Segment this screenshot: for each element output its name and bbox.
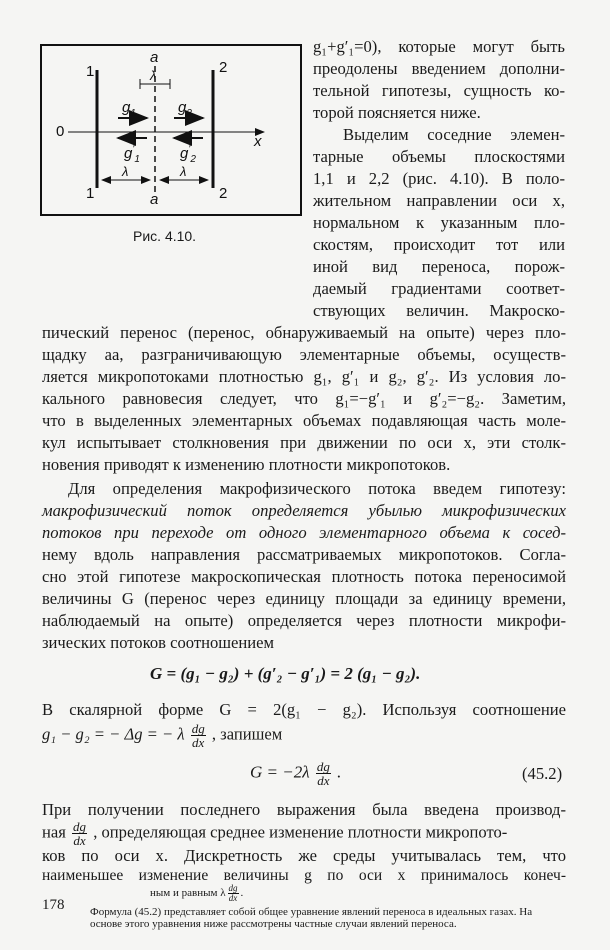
label-1-top: 1 xyxy=(86,63,95,80)
relation-prefix: g₁ − g₂ = − Δg = − λ xyxy=(42,724,185,744)
relation-line xyxy=(42,722,566,749)
text-line: наименьшее изменение величины g по оси x принималось конеч- xyxy=(42,867,566,884)
text-line-italic: потоков при переходе от одного элементарного объема к сосед- xyxy=(42,523,566,542)
label-a-top: a xyxy=(150,49,159,66)
text-line-compact: ным и равным λ $\frac{dg}{dx}$ . xyxy=(150,883,244,903)
text-line: зических потоков соотношением xyxy=(42,633,275,652)
label-g1: $g_1$ xyxy=(122,99,136,119)
text-line: ная $\frac{dg}{dx}$ , определяющая среднее изменение плотности микропото- xyxy=(42,819,508,848)
figure-caption: Рис. 4.10. xyxy=(133,228,197,244)
formula-G: G = (g₁ − g₂) + (g′₂ − g′₁) = 2 (g₁ − g₂). xyxy=(150,664,421,683)
text-line: 1,1 и 2,2 (рис. 4.10). В поло- xyxy=(313,169,565,188)
transport-diagram xyxy=(42,46,300,214)
text-line: щадку aa, разграничивающую элементарные объемы, осуществ- xyxy=(42,345,566,364)
text-line: наблюдаемый на опыте) определяется через плотности микрофи- xyxy=(42,611,566,630)
label-g1-prime: $g'_1$ xyxy=(124,143,140,165)
label-lambda-bottom-right: λ xyxy=(180,164,187,179)
text-line: нему вдоль направления рассматриваемых микропотоков. Согла- xyxy=(42,545,566,564)
text-line: В скалярной форме G = 2(g₁ − g₂). Используя соотношение xyxy=(42,700,566,719)
text-line: даемый градиентами соответ- xyxy=(313,279,565,298)
label-1-bottom: 1 xyxy=(86,185,95,202)
text-line: скостям, происходит тот или xyxy=(313,235,565,254)
text-line: Выделим соседние элемен- xyxy=(343,125,565,144)
label-g2-prime: $g'_2$ xyxy=(180,143,196,165)
text-line: иной вид переноса, порож- xyxy=(313,257,565,276)
relation-suffix: , запишем xyxy=(211,724,283,744)
text-line: пический перенос (перенос, обнаруживаемый на опыте) через пло- xyxy=(42,323,566,342)
text-line: кального равновесия следует, что g₁=−g′₁ и g′₂=−g₂. Заметим, xyxy=(42,389,566,408)
text-line: преодолены введением дополни- xyxy=(313,59,565,78)
text-line: кул испытывает столкновения при движении по оси x, эти столк- xyxy=(42,433,566,452)
text-line: новения приводят к изменению плотности микропотоков. xyxy=(42,455,451,474)
formula-45-2: G = −2λ $\frac{dg}{dx}$ . xyxy=(250,759,342,788)
text-line: g₁+g′₁=0), которые могут быть xyxy=(313,37,565,56)
label-0: 0 xyxy=(56,123,65,140)
text-line: При получении последнего выражения была введена производ- xyxy=(42,800,566,819)
figure-4-10 xyxy=(40,44,302,216)
label-2-bottom: 2 xyxy=(219,185,228,202)
text-line: нормальном к указанным пло- xyxy=(313,213,565,232)
text-line: жительном направлении оси x, xyxy=(313,191,565,210)
text-line: торой поясняется ниже. xyxy=(313,103,481,122)
fraction-dg-dx: $\frac{dg}{dx}$ xyxy=(191,721,205,750)
text-line: величины G (перенос через единицу площади за единицу времени, xyxy=(42,589,566,608)
label-a-bottom: a xyxy=(150,191,159,208)
label-2-top: 2 xyxy=(219,59,228,76)
text-line: ков по оси x. Дискретность же среды учитывалась тем, что xyxy=(42,846,566,865)
text-line: сно этой гипотезе макроскопическая плотность потока переносимой xyxy=(42,567,566,586)
text-line-italic: макрофизический поток определяется убылью микрофизических xyxy=(42,501,566,520)
final-paragraph: Формула (45.2) представляет собой общее уравнение явлений переноса в идеальных газах. На основе этого уравнения ниже рассмотрены частные случаи явлений переноса. xyxy=(90,906,533,930)
label-lambda-bottom-left: λ xyxy=(122,164,129,179)
text-line: ствующих величин. Макроско- xyxy=(313,301,565,320)
text-line: тельной гипотезы, сущность ко- xyxy=(313,81,565,100)
equation-number: (45.2) xyxy=(522,764,563,783)
label-x: x xyxy=(254,133,262,150)
text-line: что в выделенных элементарных объемах подавляющая часть моле- xyxy=(42,411,566,430)
label-lambda-top: λ xyxy=(150,68,157,83)
label-g2: $g_2$ xyxy=(178,99,192,119)
text-line: ляется микропотоками плотностью g₁, g′₁ и g₂, g′₂. Из условия ло- xyxy=(42,367,566,386)
page-number: 178 xyxy=(42,897,65,913)
text-line: тарные объемы плоскостями xyxy=(313,147,565,166)
text-line: Для определения макрофизического потока введем гипотезу: xyxy=(68,479,566,498)
